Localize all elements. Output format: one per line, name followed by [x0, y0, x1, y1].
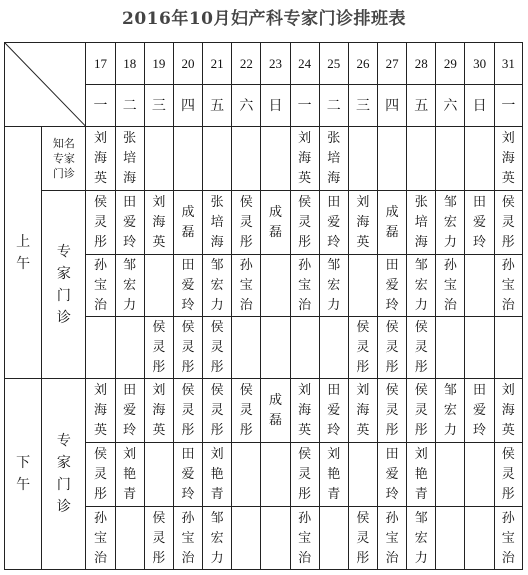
doctor-name: 田爱玲 [123, 195, 137, 250]
doctor-cell [436, 379, 465, 443]
doctor-name: 邹宏力 [414, 510, 428, 566]
doctor-cell [494, 191, 522, 255]
doctor-cell [203, 317, 232, 379]
doctor-cell [173, 127, 202, 191]
page-title: 2016年10月妇产科专家门诊排班表 [122, 9, 406, 29]
afternoon-label: 下午 [16, 455, 31, 493]
doctor-name: 刘海英 [94, 383, 108, 438]
weekday-header: 五 [203, 85, 232, 127]
doctor-cell [261, 507, 290, 570]
doctor-cell [203, 443, 232, 507]
doctor-cell [115, 443, 144, 507]
doctor-name: 侯灵彤 [356, 320, 370, 375]
doctor-cell [261, 191, 290, 255]
corner-header-cell [5, 43, 86, 127]
doctor-name: 刘海英 [152, 383, 166, 438]
doctor-cell [115, 379, 144, 443]
doctor-name: 成磊 [181, 205, 195, 240]
weekday-header: 一 [494, 85, 522, 127]
doctor-cell [465, 317, 494, 379]
doctor-name: 张培海 [414, 195, 428, 250]
doctor-cell [86, 379, 115, 443]
doctor-cell [144, 317, 173, 379]
doctor-cell [144, 255, 173, 317]
doctor-cell [436, 191, 465, 255]
doctor-cell [319, 191, 348, 255]
weekday-header: 一 [290, 85, 319, 127]
doctor-cell [436, 127, 465, 191]
doctor-name: 侯灵彤 [239, 195, 253, 250]
date-header: 25 [319, 43, 348, 85]
doctor-name: 刘艳青 [414, 447, 428, 502]
doctor-name: 刘海英 [298, 131, 312, 186]
doctor-name: 张培海 [327, 131, 341, 186]
doctor-cell [378, 443, 407, 507]
doctor-cell [319, 317, 348, 379]
weekday-header: 一 [86, 85, 115, 127]
doctor-cell [203, 191, 232, 255]
doctor-cell [348, 255, 377, 317]
doctor-name: 田爱玲 [327, 383, 341, 438]
doctor-name: 张培海 [123, 131, 137, 186]
doctor-cell [115, 255, 144, 317]
doctor-cell [378, 317, 407, 379]
doctor-name: 侯灵彤 [385, 383, 399, 438]
doctor-cell [86, 191, 115, 255]
date-header: 18 [115, 43, 144, 85]
doctor-name: 侯灵彤 [152, 320, 166, 375]
weekday-header: 四 [173, 85, 202, 127]
doctor-cell [348, 443, 377, 507]
doctor-name: 田爱玲 [181, 258, 195, 313]
doctor-cell [232, 255, 261, 317]
doctor-cell [494, 443, 522, 507]
doctor-cell [436, 507, 465, 570]
doctor-cell [115, 191, 144, 255]
doctor-name: 刘艳青 [327, 447, 341, 502]
weekday-header: 六 [436, 85, 465, 127]
date-header: 27 [378, 43, 407, 85]
expert-label-cell [42, 379, 86, 570]
doctor-cell [348, 191, 377, 255]
doctor-name: 田爱玲 [181, 447, 195, 502]
doctor-cell [378, 127, 407, 191]
doctor-cell [465, 379, 494, 443]
doctor-name: 田爱玲 [385, 447, 399, 502]
doctor-name: 田爱玲 [473, 383, 487, 438]
doctor-name: 侯灵彤 [501, 195, 515, 250]
doctor-cell [261, 379, 290, 443]
doctor-name: 侯灵彤 [356, 510, 370, 566]
doctor-name: 孙宝治 [298, 258, 312, 313]
date-header: 17 [86, 43, 115, 85]
doctor-cell [203, 379, 232, 443]
doctor-cell [494, 379, 522, 443]
doctor-name: 刘艳青 [210, 447, 224, 502]
doctor-cell [494, 127, 522, 191]
doctor-cell [144, 507, 173, 570]
date-header: 22 [232, 43, 261, 85]
doctor-cell [494, 255, 522, 317]
doctor-cell [144, 191, 173, 255]
doctor-name: 成磊 [268, 393, 282, 428]
weekday-header: 二 [319, 85, 348, 127]
doctor-cell [494, 507, 522, 570]
doctor-name: 刘海英 [94, 131, 108, 186]
doctor-cell [465, 443, 494, 507]
doctor-name: 侯灵彤 [181, 320, 195, 375]
doctor-name: 邹宏力 [414, 258, 428, 313]
date-header: 26 [348, 43, 377, 85]
doctor-cell [290, 379, 319, 443]
doctor-name: 孙宝治 [501, 510, 515, 566]
doctor-name: 刘海英 [152, 195, 166, 250]
doctor-cell [86, 507, 115, 570]
doctor-cell [290, 443, 319, 507]
doctor-cell [407, 255, 436, 317]
doctor-name: 成磊 [385, 205, 399, 240]
doctor-cell [319, 507, 348, 570]
doctor-cell [290, 191, 319, 255]
doctor-name: 刘艳青 [123, 447, 137, 502]
doctor-name: 侯灵彤 [298, 447, 312, 502]
doctor-name: 田爱玲 [473, 195, 487, 250]
afternoon-label-cell [5, 379, 42, 570]
doctor-name: 侯灵彤 [501, 447, 515, 502]
doctor-name: 邹宏力 [210, 258, 224, 313]
date-header: 31 [494, 43, 522, 85]
doctor-cell [115, 507, 144, 570]
doctor-cell [232, 317, 261, 379]
doctor-cell [173, 191, 202, 255]
weekday-header: 日 [261, 85, 290, 127]
doctor-name: 田爱玲 [327, 195, 341, 250]
famous-expert-label: 知名专家门诊 [52, 137, 75, 180]
morning-label-cell [5, 127, 42, 379]
doctor-cell [173, 255, 202, 317]
doctor-cell [232, 127, 261, 191]
weekday-header: 五 [407, 85, 436, 127]
weekday-header: 四 [378, 85, 407, 127]
doctor-cell [290, 317, 319, 379]
doctor-cell [203, 255, 232, 317]
doctor-name: 孙宝治 [239, 258, 253, 313]
doctor-cell [86, 127, 115, 191]
doctor-cell [173, 379, 202, 443]
doctor-name: 侯灵彤 [210, 320, 224, 375]
doctor-cell [494, 317, 522, 379]
date-header: 24 [290, 43, 319, 85]
doctor-cell [173, 317, 202, 379]
doctor-cell [232, 507, 261, 570]
doctor-cell [173, 443, 202, 507]
doctor-name: 邹宏力 [443, 195, 457, 250]
doctor-name: 侯灵彤 [181, 383, 195, 438]
doctor-name: 邹宏力 [443, 383, 457, 438]
doctor-cell [173, 507, 202, 570]
doctor-name: 孙宝治 [94, 510, 108, 566]
expert-label-cell [42, 191, 86, 379]
doctor-cell [348, 127, 377, 191]
weekday-header: 日 [465, 85, 494, 127]
doctor-cell [465, 507, 494, 570]
doctor-cell [232, 379, 261, 443]
doctor-name: 侯灵彤 [210, 383, 224, 438]
doctor-name: 刘海英 [298, 383, 312, 438]
doctor-cell [465, 191, 494, 255]
doctor-cell [407, 507, 436, 570]
weekday-header: 二 [115, 85, 144, 127]
doctor-cell [261, 317, 290, 379]
doctor-cell [407, 443, 436, 507]
doctor-cell [407, 127, 436, 191]
doctor-cell [232, 191, 261, 255]
doctor-cell [407, 317, 436, 379]
date-header: 20 [173, 43, 202, 85]
doctor-name: 邹宏力 [210, 510, 224, 566]
doctor-cell [319, 379, 348, 443]
doctor-cell [465, 127, 494, 191]
doctor-cell [290, 255, 319, 317]
doctor-cell [203, 127, 232, 191]
doctor-cell [465, 255, 494, 317]
doctor-cell [86, 317, 115, 379]
doctor-name: 邹宏力 [123, 258, 137, 313]
doctor-cell [436, 443, 465, 507]
doctor-cell [261, 127, 290, 191]
doctor-cell [407, 379, 436, 443]
doctor-cell [115, 317, 144, 379]
expert-label: 专家门诊 [56, 243, 71, 326]
doctor-cell [86, 255, 115, 317]
doctor-name: 侯灵彤 [385, 320, 399, 375]
doctor-name: 刘海英 [501, 383, 515, 438]
schedule-table [4, 42, 523, 570]
date-header: 28 [407, 43, 436, 85]
doctor-cell [319, 127, 348, 191]
doctor-name: 孙宝治 [443, 258, 457, 313]
doctor-name: 侯灵彤 [298, 195, 312, 250]
doctor-cell [290, 127, 319, 191]
doctor-name: 孙宝治 [181, 510, 195, 566]
date-header: 21 [203, 43, 232, 85]
weekday-header: 六 [232, 85, 261, 127]
famous-expert-label-cell [42, 127, 86, 191]
doctor-name: 刘海英 [501, 131, 515, 186]
doctor-name: 田爱玲 [123, 383, 137, 438]
doctor-cell [348, 317, 377, 379]
doctor-cell [319, 255, 348, 317]
doctor-name: 孙宝治 [501, 258, 515, 313]
date-header: 30 [465, 43, 494, 85]
doctor-cell [203, 507, 232, 570]
doctor-cell [436, 255, 465, 317]
doctor-name: 刘海英 [356, 195, 370, 250]
doctor-name: 侯灵彤 [239, 383, 253, 438]
doctor-name: 侯灵彤 [152, 510, 166, 566]
doctor-name: 侯灵彤 [414, 383, 428, 438]
doctor-cell [378, 255, 407, 317]
doctor-name: 田爱玲 [385, 258, 399, 313]
doctor-cell [144, 443, 173, 507]
doctor-cell [232, 443, 261, 507]
morning-label: 上午 [16, 233, 31, 272]
doctor-name: 邹宏力 [327, 258, 341, 313]
weekday-header: 三 [144, 85, 173, 127]
doctor-cell [348, 379, 377, 443]
date-header: 19 [144, 43, 173, 85]
date-header: 23 [261, 43, 290, 85]
doctor-cell [378, 507, 407, 570]
date-header: 29 [436, 43, 465, 85]
doctor-name: 侯灵彤 [414, 320, 428, 375]
doctor-cell [86, 443, 115, 507]
doctor-name: 孙宝治 [385, 510, 399, 566]
doctor-cell [378, 379, 407, 443]
doctor-name: 侯灵彤 [94, 195, 108, 250]
weekday-header: 三 [348, 85, 377, 127]
doctor-cell [290, 507, 319, 570]
doctor-cell [436, 317, 465, 379]
doctor-name: 刘海英 [356, 383, 370, 438]
doctor-cell [348, 507, 377, 570]
doctor-cell [378, 191, 407, 255]
doctor-name: 张培海 [210, 195, 224, 250]
doctor-cell [319, 443, 348, 507]
doctor-cell [261, 443, 290, 507]
diagonal-line [5, 43, 85, 126]
doctor-cell [144, 127, 173, 191]
doctor-cell [115, 127, 144, 191]
doctor-name: 孙宝治 [298, 510, 312, 566]
doctor-name: 成磊 [268, 205, 282, 240]
doctor-name: 侯灵彤 [94, 447, 108, 502]
doctor-cell [144, 379, 173, 443]
doctor-name: 孙宝治 [94, 258, 108, 313]
expert-label: 专家门诊 [56, 433, 71, 515]
doctor-cell [407, 191, 436, 255]
doctor-cell [261, 255, 290, 317]
